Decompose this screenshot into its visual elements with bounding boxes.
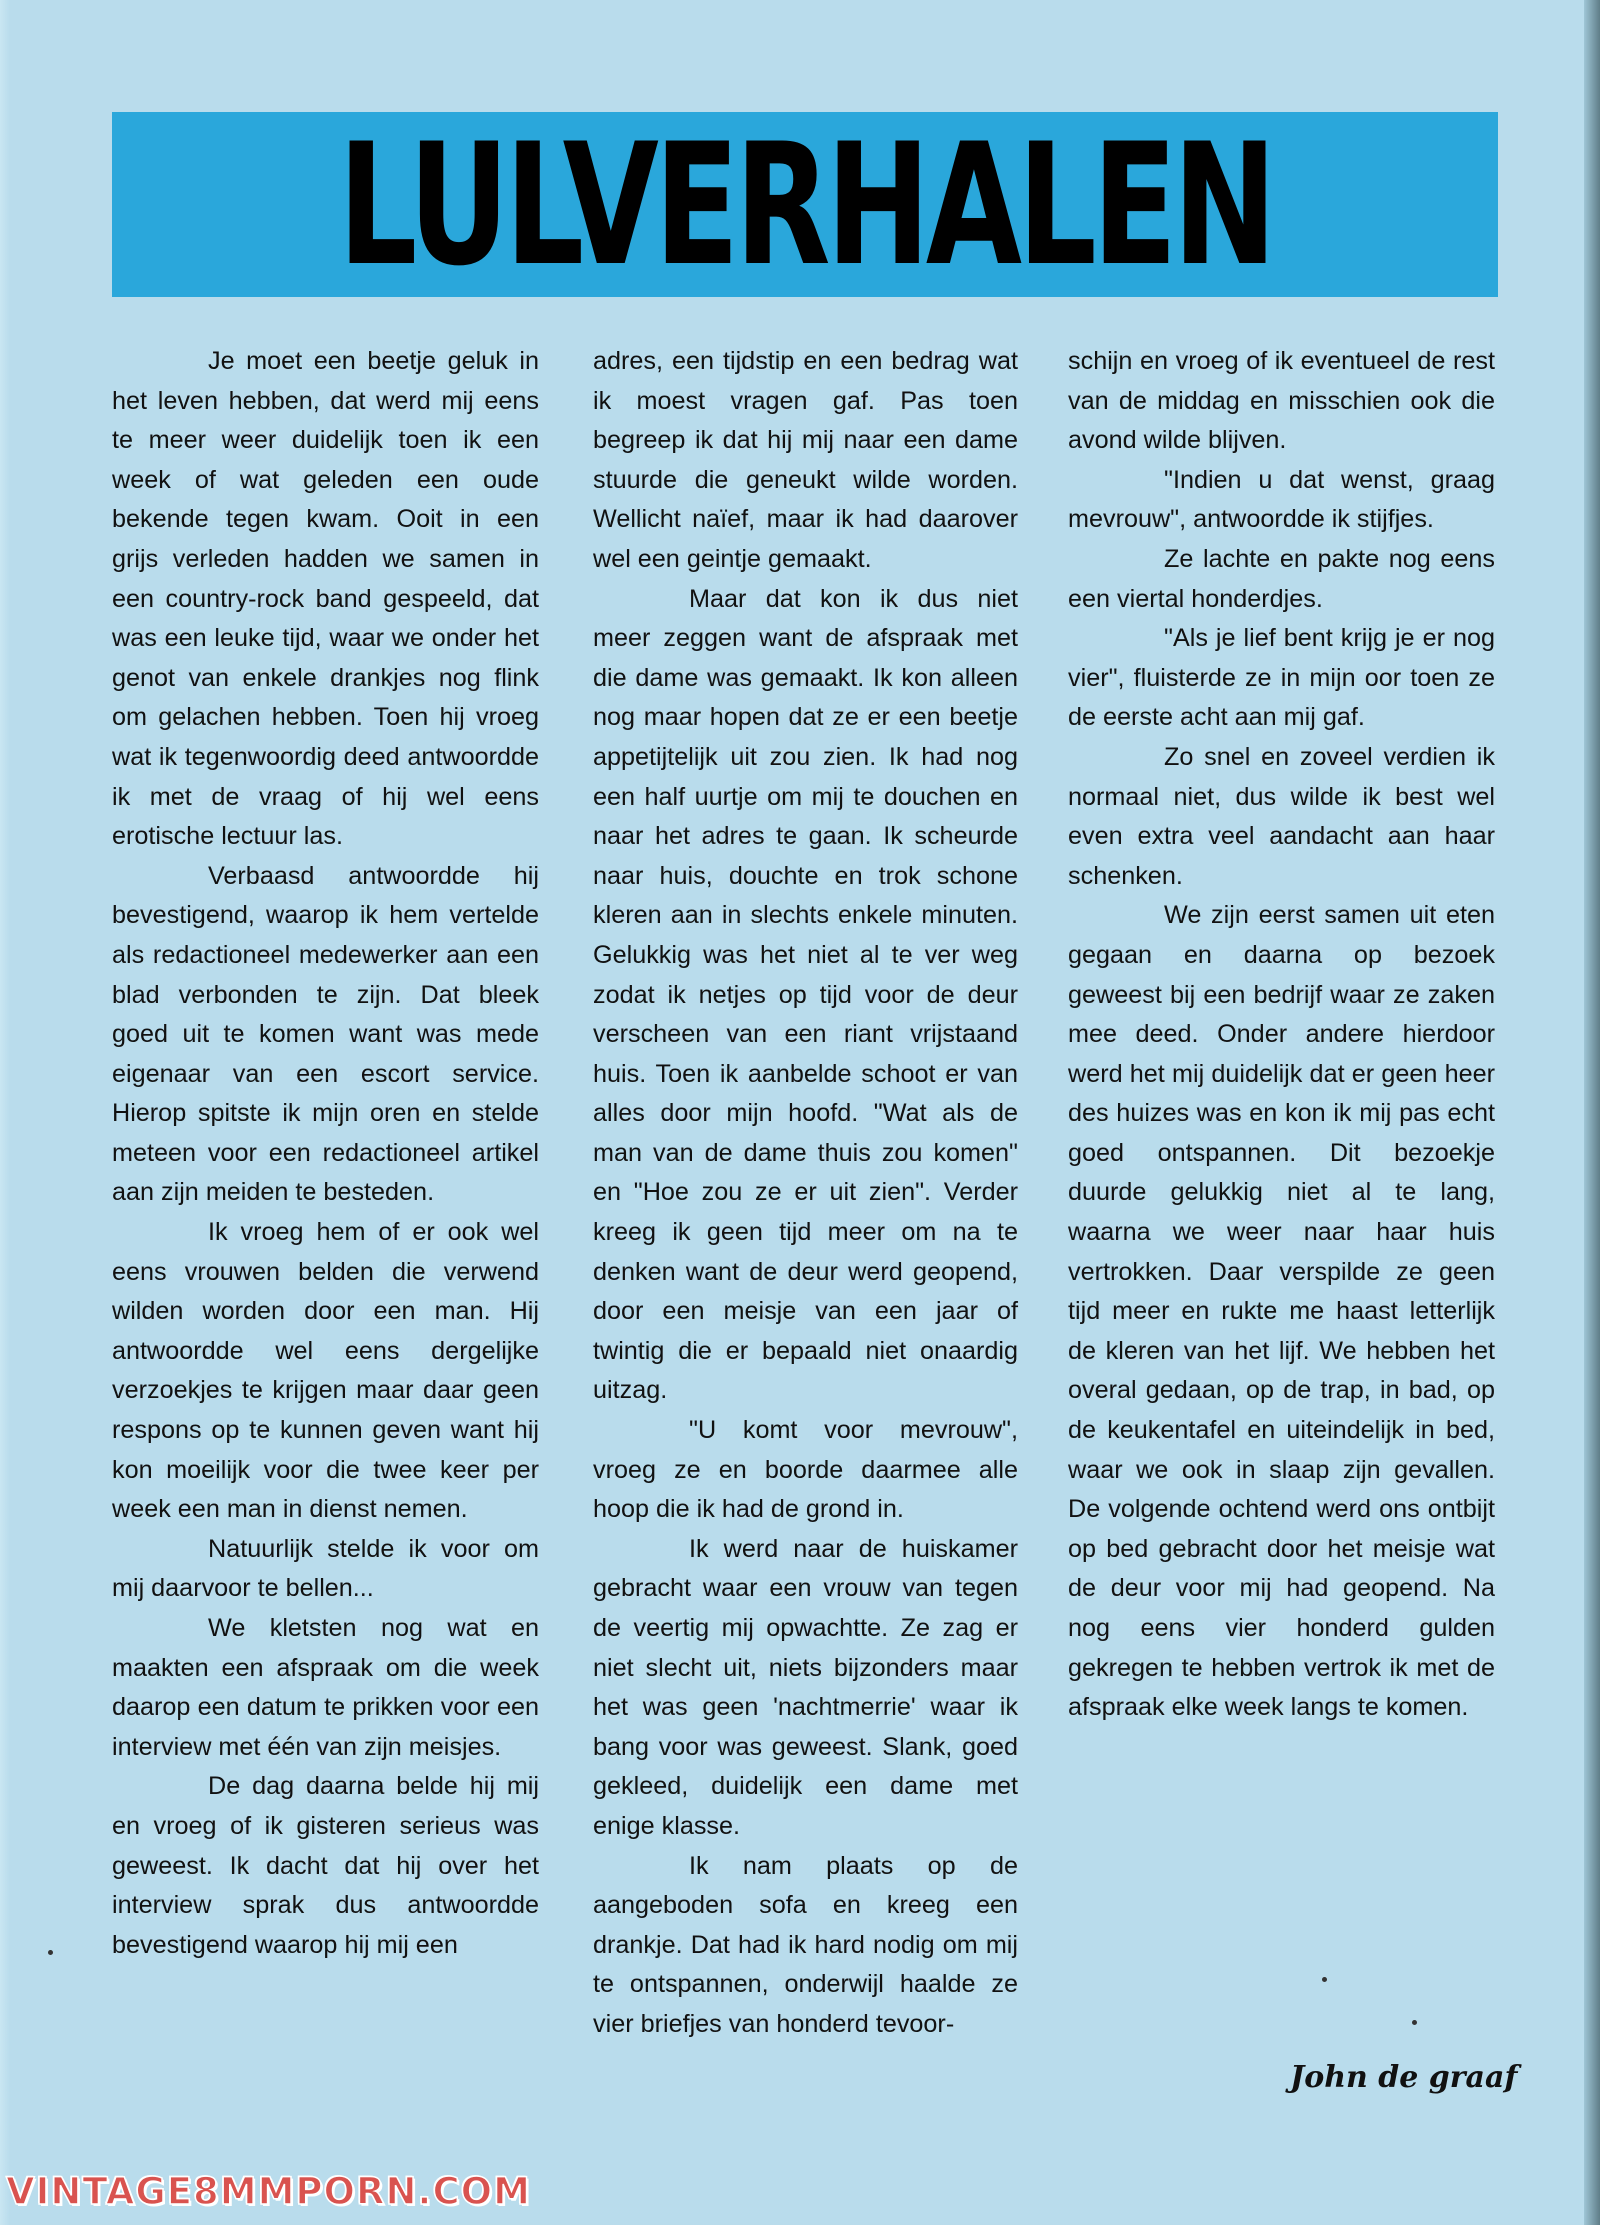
page-edge-right xyxy=(1584,0,1600,2225)
paragraph: adres, een tijdstip en een bedrag wat ik moest vragen gaf. Pas toen begreep ik dat hij mij naar een dame stuurde die geneukt wilde worden. Wellicht naïef, maar ik had daarover wel een geintje gemaakt. xyxy=(593,347,1018,573)
paragraph: Maar dat kon ik dus niet meer zeggen want de afspraak met die dame was gemaakt. Ik kon alleen nog maar hopen dat ze er een beetje appetijtelijk uit zou zien. Ik had nog een half uurtje om mij te douchen en naar het adres te gaan. Ik scheurde naar huis, douchte en trok schone kleren aan in slechts enkele minuten. Gelukkig was het niet al te ver weg zodat ik netjes op tijd voor de deur verscheen van een riant vrijstaand huis. Toen ik aanbelde schoot er van alles door mijn hoofd. "Wat als de man van de dame thuis zou komen" en "Hoe zou ze er uit zien". Verder kreeg ik geen tijd meer om na te denken want de deur werd geopend, door een meisje van een jaar of twintig die er bepaald niet onaardig uitzag. xyxy=(593,584,1018,1405)
text-column-3 xyxy=(1068,342,1495,1728)
paragraph: Verbaasd antwoordde hij bevestigend, waarop ik hem vertelde als redactioneel medewerker aan een blad verbonden te zijn. Dat bleek goed uit te komen want was mede eigenaar van een escort service. Hierop spitste ik mijn oren en stelde meteen voor een redactioneel artikel aan zijn meiden te besteden. xyxy=(112,861,539,1207)
paragraph: Je moet een beetje geluk in het leven hebben, dat werd mij eens te meer weer duidelijk toen ik een week of wat geleden een oude bekende tegen kwam. Ooit in een grijs verleden hadden we samen in een country-rock band gespeeld, dat was een leuke tijd, waar we onder het genot van enkele drankjes nog flink om gelachen hebben. Toen hij vroeg wat ik tegenwoordig deed antwoordde ik met de vraag of hij wel eens erotische lectuur las. xyxy=(112,347,539,851)
author-signature: John de graaf xyxy=(1290,2060,1518,2095)
decorative-dot xyxy=(1322,1977,1327,1982)
paragraph: Zo snel en zoveel verdien ik normaal niet, dus wilde ik best wel even extra veel aandacht aan haar schenken. xyxy=(1068,742,1495,890)
paragraph: Natuurlijk stelde ik voor om mij daarvoor te bellen... xyxy=(112,1534,539,1603)
title-banner xyxy=(112,106,1498,303)
page-title: LULVERHALEN xyxy=(337,106,1273,303)
paragraph: We zijn eerst samen uit eten gegaan en daarna op bezoek geweest bij een bedrijf waar ze zaken mee deed. Onder andere hierdoor werd het mij duidelijk dat er geen heer des huizes was en kon ik mij pas echt goed ontspannen. Dit bezoekje duurde gelukkig niet al te lang, waarna we weer naar haar huis vertrokken. Daar verspilde ze geen tijd meer en rukte me haast letterlijk de kleren van het lijf. We hebben het overal gedaan, op de trap, in bad, op de keukentafel en uiteindelijk in bed, waar we ook in slaap zijn gevallen. De volgende ochtend werd ons ontbijt op bed gebracht door het meisje wat de deur voor mij had geopend. Na nog eens vier honderd gulden gekregen te hebben vertrok ik met de afspraak elke week langs te komen. xyxy=(1068,901,1495,1722)
page-edge-left xyxy=(0,0,10,2225)
paragraph: Ik nam plaats op de aangeboden sofa en kreeg een drankje. Dat had ik hard nodig om mij te ontspannen, onderwijl haalde ze vier briefjes van honderd tevoor- xyxy=(593,1851,1018,2038)
text-column-1 xyxy=(112,342,539,1965)
paragraph: Ze lachte en pakte nog eens een viertal honderdjes. xyxy=(1068,544,1495,613)
paragraph: De dag daarna belde hij mij en vroeg of ik gisteren serieus was geweest. Ik dacht dat hij over het interview sprak dus antwoordde bevestigend waarop hij mij een xyxy=(112,1772,539,1959)
paragraph: Ik vroeg hem of er ook wel eens vrouwen belden die verwend wilden worden door een man. Hij antwoordde wel eens dergelijke verzoekjes te krijgen maar daar geen respons op te kunnen geven want hij kon moeilijk voor die twee keer per week een man in dienst nemen. xyxy=(112,1218,539,1524)
text-column-2 xyxy=(593,342,1018,2045)
paragraph: schijn en vroeg of ik eventueel de rest van de middag en misschien ook die avond wilde blijven. xyxy=(1068,347,1495,455)
decorative-dot xyxy=(48,1950,53,1955)
watermark: VINTAGE8MMPORN.COM xyxy=(6,2170,531,2213)
paragraph: "U komt voor mevrouw", vroeg ze en boorde daarmee alle hoop die ik had de grond in. xyxy=(593,1416,1018,1524)
paragraph: "Indien u dat wenst, graag mevrouw", antwoordde ik stijfjes. xyxy=(1068,465,1495,534)
paragraph: We kletsten nog wat en maakten een afspraak om die week daarop een datum te prikken voor een interview met één van zijn meisjes. xyxy=(112,1614,539,1761)
paragraph: Ik werd naar de huiskamer gebracht waar een vrouw van tegen de veertig mij opwachtte. Ze zag er niet slecht uit, niets bijzonders maar het was geen 'nachtmerrie' waar ik bang voor was geweest. Slank, goed gekleed, duidelijk een dame met enige klasse. xyxy=(593,1534,1018,1840)
paragraph: "Als je lief bent krijg je er nog vier", fluisterde ze in mijn oor toen ze de eerste acht aan mij gaf. xyxy=(1068,624,1495,732)
decorative-dot xyxy=(1412,2020,1417,2025)
